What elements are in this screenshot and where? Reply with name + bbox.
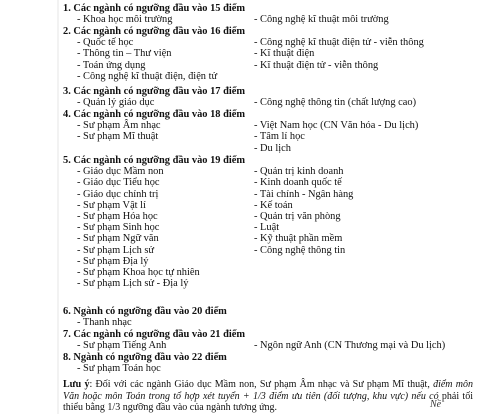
major-right: - Kĩ thuật điện [254,48,315,60]
section-heading: 4. Các ngành có ngưỡng đầu vào 18 điểm [63,109,246,120]
list-row [63,37,463,48]
list-row [63,363,463,374]
list-row [63,143,463,154]
list-row [63,131,463,142]
section-2 [63,26,463,82]
list-row [63,267,463,278]
section-heading: 6. Ngành có ngưỡng đầu vào 20 điểm [63,306,227,317]
major-left: - Quốc tế học [77,37,134,49]
major-right: - Công nghệ kĩ thuật môi trường [254,14,389,26]
note-text-italic: điểm môn Văn hoặc môn Toán trong tổ hợp xét tuyển + 1/3 điểm ưu tiên (đối tượng, khu vực) nếu có [63,379,473,402]
note-text-1: : Đối với các ngành Giáo dục Mầm non, Sư phạm Âm nhạc và Sư phạm Mĩ thuật, [89,379,434,390]
major-right: - Quản trị văn phòng [254,210,341,222]
major-left: - Sư phạm Lịch sử [77,244,155,256]
section-heading: 5. Các ngành có ngưỡng đầu vào 19 điểm [63,155,246,166]
list-row [63,71,463,82]
major-left: - Sư phạm Mĩ thuật [77,131,159,143]
list-row [63,211,463,222]
section-heading: 7. Các ngành có ngưỡng đầu vào 21 điểm [63,329,246,340]
note-label: Lưu ý [63,379,90,390]
list-row [63,222,463,233]
major-right: - Việt Nam học (CN Văn hóa - Du lịch) [254,120,419,132]
major-left: - Giáo dục chính trị [77,188,159,200]
major-right: - Tài chính - Ngân hàng [254,188,354,200]
major-left: - Thanh nhạc [77,317,132,329]
major-right: - Công nghệ thông tin [254,244,346,256]
major-left: - Công nghệ kĩ thuật điện, điện tử [77,70,218,82]
list-row [63,166,463,177]
page-edge-stamp [0,0,60,414]
list-row [63,278,463,289]
major-right: - Quản trị kinh doanh [254,166,344,178]
section-7 [63,329,463,351]
list-row [63,245,463,256]
major-left: - Sư phạm Ngữ văn [77,233,159,245]
major-right: - Luật [254,222,280,234]
major-left: - Quản lý giáo dục [77,97,155,109]
list-row [63,14,463,25]
list-row [63,97,463,108]
major-left: - Giáo dục Mầm non [77,166,164,178]
section-heading: 3. Các ngành có ngưỡng đầu vào 17 điểm [63,86,246,97]
major-right: - Kỹ thuật phần mềm [254,233,343,245]
list-row [63,189,463,200]
section-5 [63,155,463,289]
list-row [63,200,463,211]
section-heading: 2. Các ngành có ngưỡng đầu vào 16 điểm [63,26,246,37]
major-right: - Công nghệ kĩ thuật điện tử - viễn thông [254,37,424,49]
major-left: - Sư phạm Khoa học tự nhiên [77,266,200,278]
major-left: - Sư phạm Tiếng Anh [77,340,167,352]
section-4 [63,109,463,154]
major-right: - Kinh doanh quốc tế [254,177,342,189]
section-heading: 8. Ngành có ngưỡng đầu vào 22 điểm [63,352,227,363]
major-left: - Giáo dục Tiểu học [77,177,160,189]
major-left: - Sư phạm Toán học [77,363,161,375]
major-right: - Du lịch [254,142,291,154]
major-left: - Sư phạm Sinh học [77,222,160,234]
list-row [63,48,463,59]
major-left: - Sư phạm Lịch sử - Địa lý [77,278,189,290]
note-text-2: phải tối thiểu bằng 1/3 ngưỡng đầu vào của ngành tương ứng. [63,390,473,413]
major-right: - Kế toán [254,199,293,211]
list-row [63,60,463,71]
major-left: - Sư phạm Vật lí [77,199,146,211]
note-paragraph [63,379,473,414]
major-left: - Thông tin – Thư viện [77,48,172,60]
list-row [63,177,463,188]
section-8 [63,352,463,374]
major-right: - Công nghệ thông tin (chất lượng cao) [254,97,417,109]
major-left: - Sư phạm Hóa học [77,210,158,222]
list-row [63,317,463,328]
major-left: - Sư phạm Địa lý [77,255,149,267]
major-right: - Kĩ thuật điện tử - viễn thông [254,59,379,71]
major-left: - Khoa học môi trường [77,14,173,26]
list-row [63,256,463,267]
section-3 [63,86,463,108]
major-left: - Sư phạm Âm nhạc [77,120,161,132]
handwritten-initial: Nề [430,399,442,410]
major-right: - Ngôn ngữ Anh (CN Thương mại và Du lịch) [254,340,446,352]
section-heading: 1. Các ngành có ngưỡng đầu vào 15 điểm [63,3,246,14]
section-1 [63,3,463,25]
section-6 [63,306,463,328]
major-right: - Tâm lí học [254,131,305,143]
list-row [63,340,463,351]
list-row [63,120,463,131]
list-row [63,233,463,244]
major-left: - Toán ứng dụng [77,59,146,71]
